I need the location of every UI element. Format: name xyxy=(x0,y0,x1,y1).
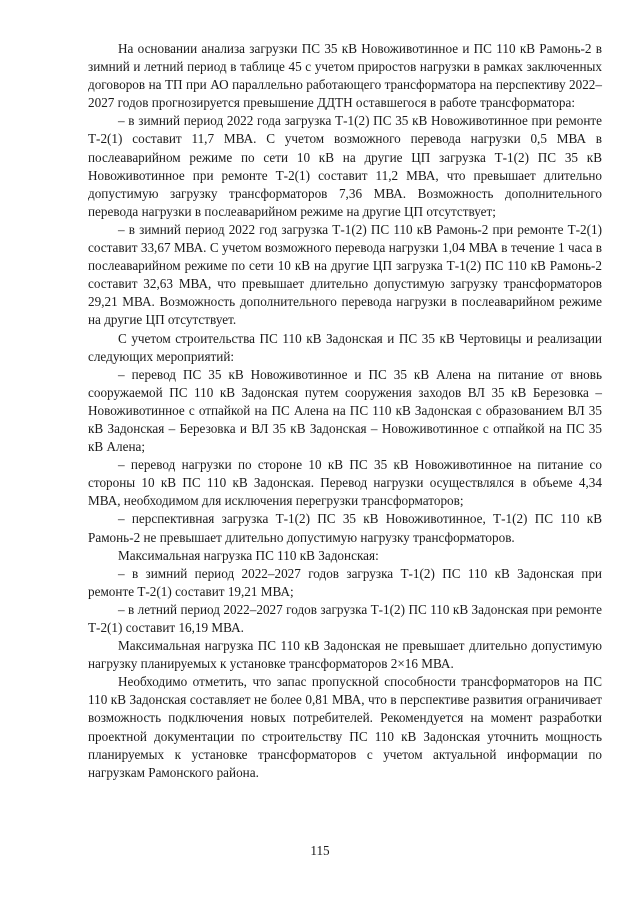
paragraph: – перевод ПС 35 кВ Новоживотинное и ПС 35 кВ Алена на питание от вновь сооружаемой ПС 110 кВ Задонская путем сооружения заходов ВЛ 35 кВ Березовка – Новоживотинное с отпайкой на ПС Алена на ПС 110 кВ Задонская с образованием ВЛ 35 кВ Задонская – Березовка и ВЛ 35 кВ Задонская – Новоживотинное с отпайкой на ПС 35 кВ Алена; xyxy=(88,366,602,455)
paragraph: – в зимний период 2022 год загрузка Т-1(2) ПС 110 кВ Рамонь-2 при ремонте Т-2(1) составит 33,67 МВА. С учетом возможного перевода нагрузки 1,04 МВА в течение 1 часа в послеаварийном режиме по сети 10 кВ на другие ЦП загрузка Т-1(2) ПС 110 кВ Рамонь-2 составит 32,63 МВА, что превышает длительно допустимую загрузку трансформаторов 29,21 МВА. Возможность дополнительного перевода нагрузки в послеаварийном режиме на другие ЦП отсутствует. xyxy=(88,221,602,328)
paragraph: Максимальная нагрузка ПС 110 кВ Задонская не превышает длительно допустимую нагрузку планируемых к установке трансформаторов 2×16 МВА. xyxy=(88,638,602,672)
paragraph: – перевод нагрузки по стороне 10 кВ ПС 35 кВ Новоживотинное на питание со стороны 10 кВ ПС 110 кВ Задонская. Перевод нагрузки осуществлялся в объеме 4,34 МВА, необходимом для исключения перегрузки трансформаторов; xyxy=(88,457,602,509)
paragraph: – в зимний период 2022–2027 годов загрузка Т-1(2) ПС 110 кВ Задонская при ремонте Т-2(1) составит 19,21 МВА; xyxy=(88,565,602,599)
paragraph: Необходимо отметить, что запас пропускной способности трансформаторов на ПС 110 кВ Задонская составляет не более 0,81 МВА, что в перспективе развития ограничивает возможность подключения новых потребителей. Рекомендуется на момент разработки проектной документации по строительству ПС 110 кВ Задонская уточнить мощность планируемых к установке трансформаторов с учетом актуальной информации по нагрузкам Рамонского района. xyxy=(88,674,602,780)
document-body xyxy=(88,40,602,782)
paragraph: С учетом строительства ПС 110 кВ Задонская и ПС 35 кВ Чертовицы и реализации следующих мероприятий: xyxy=(88,330,602,364)
page-number: 115 xyxy=(310,843,330,858)
paragraph: Максимальная нагрузка ПС 110 кВ Задонская: xyxy=(118,547,379,563)
paragraph: – в летний период 2022–2027 годов загрузка Т-1(2) ПС 110 кВ Задонская при ремонте Т-2(1) составит 16,19 МВА. xyxy=(88,601,602,635)
paragraph: На основании анализа загрузки ПС 35 кВ Новоживотинное и ПС 110 кВ Рамонь-2 в зимний и летний период в таблице 45 с учетом приростов нагрузки в рамках заключенных договоров на ТП при АО параллельно работающего трансформатора на перспективу 2022–2027 годов прогнозируется превышение ДДТН оставшегося в работе трансформатора: xyxy=(88,41,602,111)
paragraph: – в зимний период 2022 года загрузка Т-1(2) ПС 35 кВ Новоживотинное при ремонте Т-2(1) составит 11,7 МВА. С учетом возможного перевода нагрузки 0,5 МВА в послеаварийном режиме по сети 10 кВ на другие ЦП загрузка Т-1(2) ПС 35 кВ Новоживотинное при ремонте Т-2(1) составит 11,2 МВА, что превышает длительно допустимую загрузку трансформаторов 7,36 МВА. Возможность дополнительного перевода нагрузки в послеаварийном режиме на другие ЦП отсутствует; xyxy=(88,113,602,219)
paragraph: – перспективная загрузка Т-1(2) ПС 35 кВ Новоживотинное, Т-1(2) ПС 110 кВ Рамонь-2 не превышает длительно допустимую нагрузку трансформаторов. xyxy=(88,511,602,545)
